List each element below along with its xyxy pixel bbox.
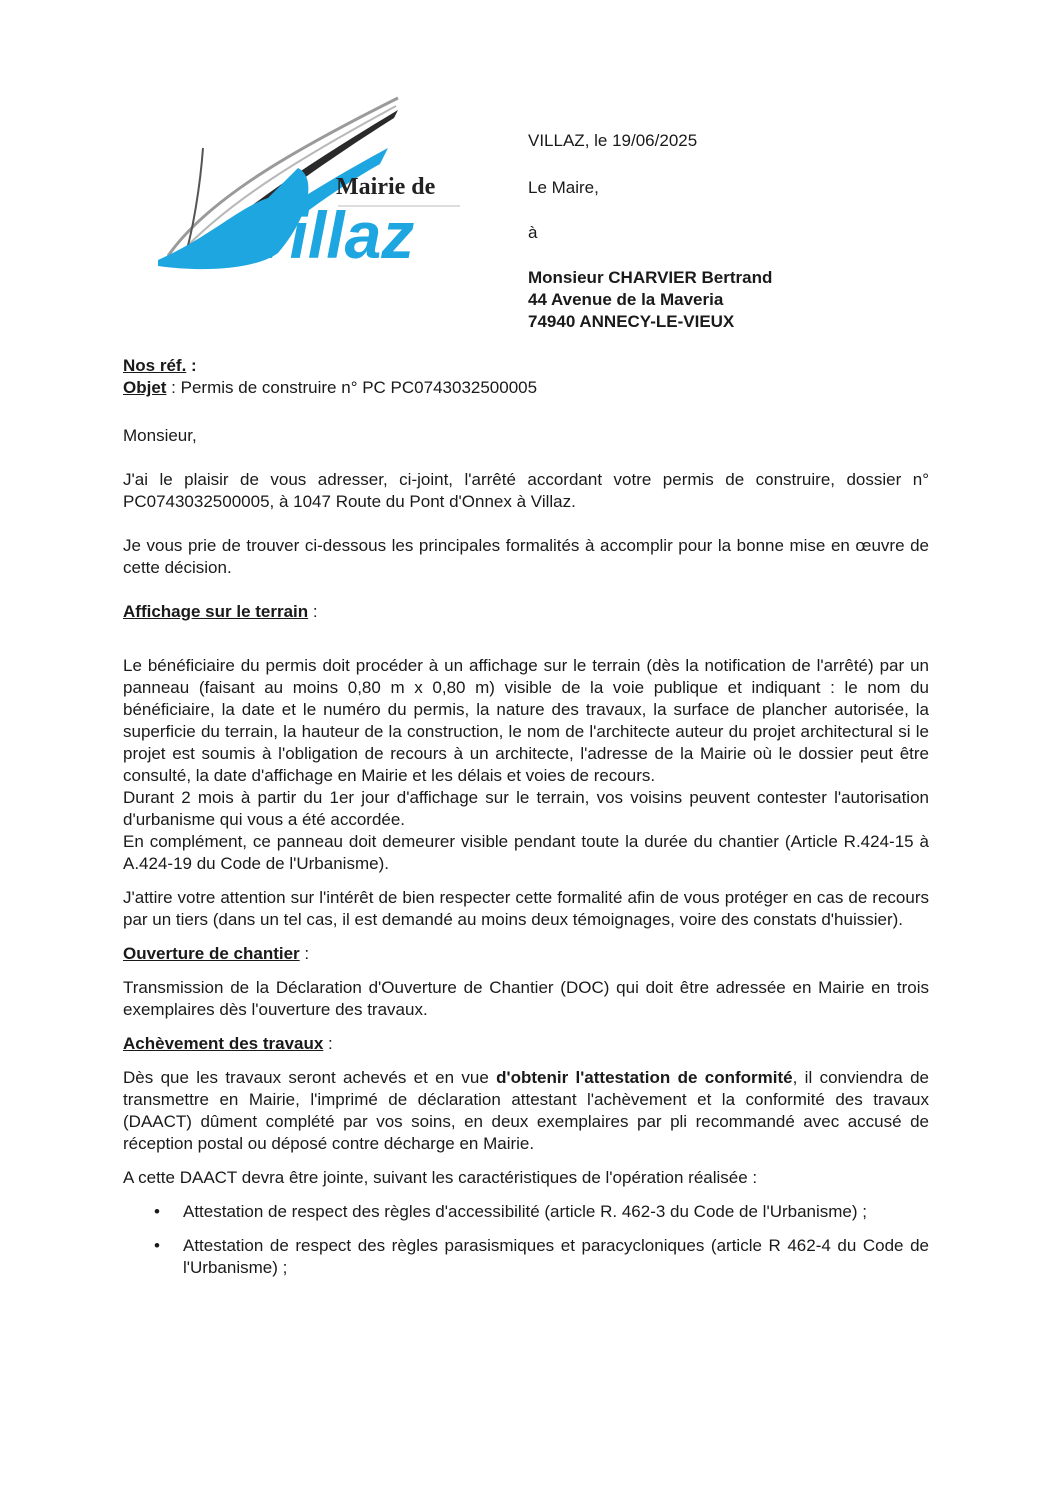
recipient-address: [528, 267, 772, 333]
bullet-marker: •: [154, 1236, 160, 1255]
list-item: [123, 1235, 929, 1279]
list-item: [123, 1201, 929, 1223]
to-line: à: [528, 223, 538, 242]
recipient-street: 44 Avenue de la Maveria: [528, 290, 724, 309]
nos-ref-label: Nos réf.: [123, 356, 187, 375]
recipient-name: Monsieur CHARVIER Bertrand: [528, 268, 773, 287]
letter-header: [528, 130, 948, 331]
achevement-paragraph-1: [123, 1067, 929, 1155]
achevement-heading: [123, 1033, 929, 1055]
objet-text: : Permis de construire n° PC PC0743032500005: [166, 378, 538, 397]
achevement-title-suffix: :: [323, 1034, 333, 1053]
intro-paragraph-2: Je vous prie de trouver ci-dessous les principales formalités à accomplir pour la bonne mise en œuvre de cette décision.: [123, 536, 929, 577]
intro-paragraph-1: J'ai le plaisir de vous adresser, ci-joint, l'arrêté accordant votre permis de construire, dossier n° PC0743032500005, à 1047 Route du Pont d'Onnex à Villaz.: [123, 470, 929, 511]
villaz-logo-graphic: [148, 88, 468, 278]
objet-line: [123, 377, 929, 399]
attestations-list: [123, 1201, 929, 1279]
affichage-paragraph-4: J'attire votre attention sur l'intérêt de bien respecter cette formalité afin de vous protéger en cas de recours par un tiers (dans un tel cas, il est demandé au moins deux témoignages, voire des constats d'huissier).: [123, 888, 929, 929]
logo-word-villaz: Villaz: [248, 198, 415, 272]
affichage-paragraph-3: En complément, ce panneau doit demeurer visible pendant toute la durée du chantier (Article R.424-15 à A.424-19 du Code de l'Urbanisme).: [123, 832, 929, 873]
mairie-logo: [148, 88, 468, 278]
list-item-text: Attestation de respect des règles d'accessibilité (article R. 462-3 du Code de l'Urbanisme) ;: [183, 1202, 867, 1221]
nos-ref-suffix: :: [186, 356, 197, 375]
list-item-text: Attestation de respect des règles parasismiques et paracycloniques (article R 462-4 du Code de l'Urbanisme) ;: [183, 1236, 929, 1277]
affichage-heading: [123, 601, 929, 623]
achevement-p1-before: Dès que les travaux seront achevés et en vue: [123, 1068, 497, 1087]
affichage-paragraph-2: Durant 2 mois à partir du 1er jour d'affichage sur le terrain, vos voisins peuvent contester l'autorisation d'urbanisme qui vous a été accordée.: [123, 788, 929, 829]
ouverture-title: Ouverture de chantier: [123, 944, 300, 963]
nos-ref-line: [123, 355, 929, 377]
affichage-paragraph-1: Le bénéficiaire du permis doit procéder à un affichage sur le terrain (dès la notification de l'arrêté) par un panneau (faisant au moins 0,80 m x 0,80 m) visible de la voie publique et indiquant : le nom du bénéficiaire, la date et le numéro du permis, la nature des travaux, la surface de plancher autorisée, la superficie du terrain, la hauteur de la construction, le nom de l'architecte auteur du projet architectural si le projet est soumis à l'obligation de recours à un architecte, l'adresse de la Mairie où le dossier peut être consulté, la date d'affichage en Mairie et les délais et voies de recours.: [123, 656, 929, 785]
list-spacer: [123, 1223, 929, 1235]
achevement-p1-after: , il conviendra de transmettre en Mairie, l'imprimé de déclaration attestant l'achèvement et la conformité des travaux (DAACT) dûment complété par vos soins, en deux exemplaires par pli recommandé avec accusé de réception postal ou déposé contre décharge en Mairie.: [123, 1068, 929, 1153]
objet-label: Objet: [123, 378, 167, 397]
date-line: VILLAZ, le 19/06/2025: [528, 131, 698, 150]
achevement-paragraph-2: A cette DAACT devra être jointe, suivant les caractéristiques de l'opération réalisée :: [123, 1168, 758, 1187]
achevement-p1-bold: d'obtenir l'attestation de conformité: [496, 1068, 793, 1087]
salutation: Monsieur,: [123, 426, 197, 445]
affichage-title-suffix: :: [308, 602, 318, 621]
ouverture-heading: [123, 943, 929, 965]
recipient-city: 74940 ANNECY-LE-VIEUX: [528, 312, 735, 331]
ouverture-paragraph: Transmission de la Déclaration d'Ouverture de Chantier (DOC) qui doit être adressée en Mairie en trois exemplaires dès l'ouverture des travaux.: [123, 978, 929, 1019]
logo-word-mairie: Mairie de: [336, 174, 436, 200]
achevement-title: Achèvement des travaux: [123, 1034, 324, 1053]
affichage-title: Affichage sur le terrain: [123, 602, 309, 621]
bullet-marker: •: [154, 1202, 160, 1221]
ouverture-title-suffix: :: [299, 944, 310, 963]
letter-body: [123, 355, 929, 1279]
sender-line: Le Maire,: [528, 178, 599, 197]
